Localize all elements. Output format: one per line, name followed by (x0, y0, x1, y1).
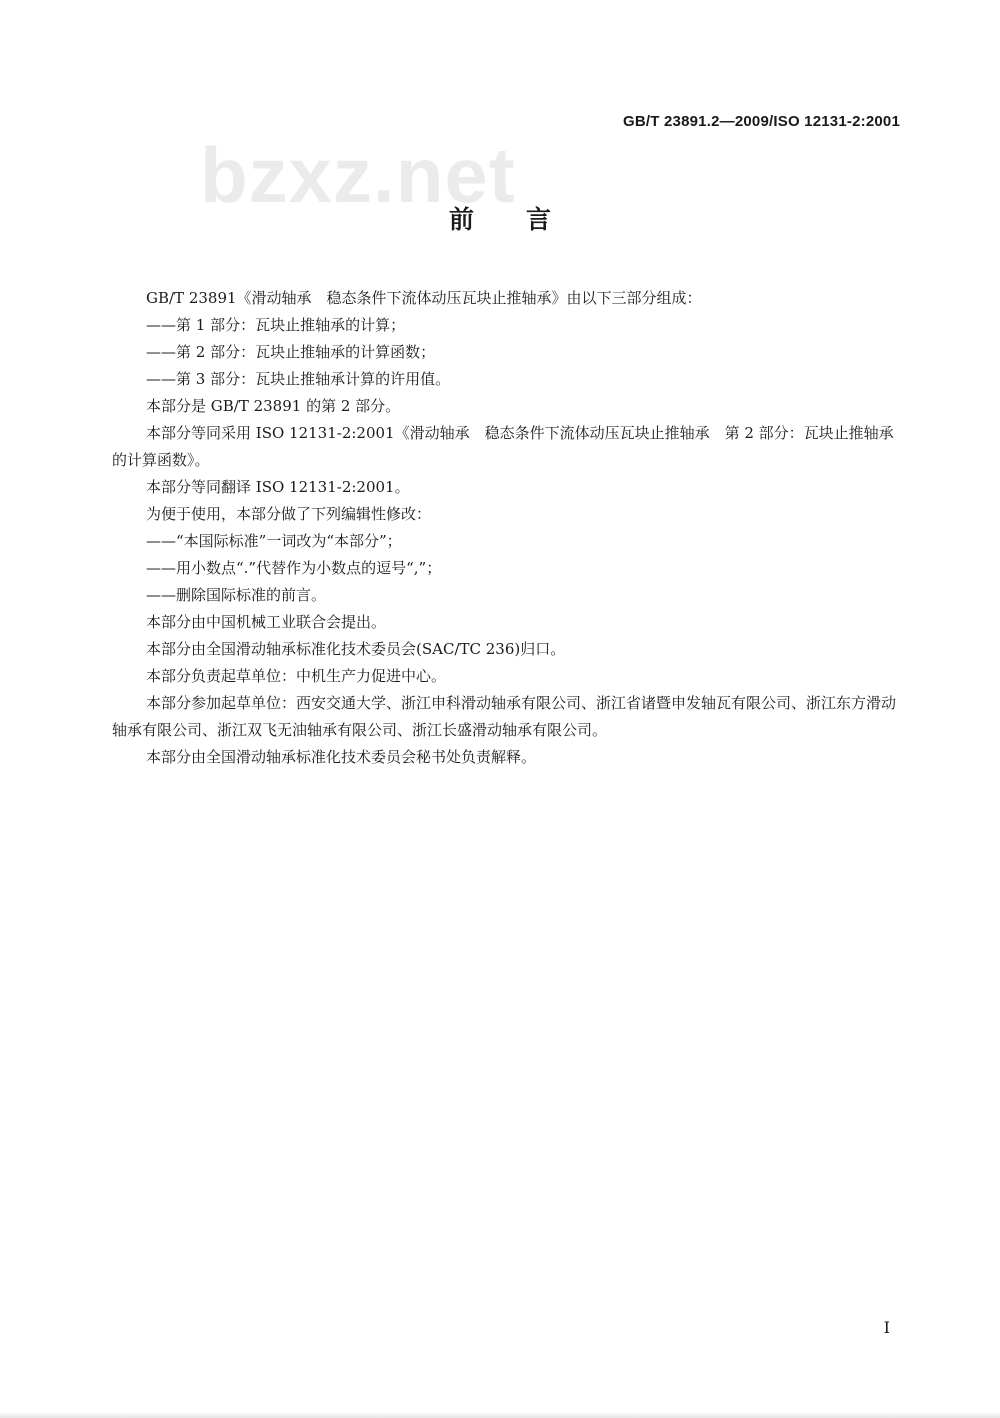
list-item-change-3: ——删除国际标准的前言。 (146, 586, 327, 604)
paragraph-interpretation: 本部分由全国滑动轴承标准化技术委员会秘书处负责解释。 (146, 748, 537, 766)
standard-code-header: GB/T 23891.2—2009/ISO 12131-2:2001 (623, 113, 900, 130)
list-item-part-3: ——第 3 部分：瓦块止推轴承计算的许用值。 (146, 370, 451, 388)
paragraph-drafting-unit: 本部分负责起草单位：中机生产力促进中心。 (146, 667, 447, 685)
paragraph-composition: GB/T 23891《滑动轴承 稳态条件下流体动压瓦块止推轴承》由以下三部分组成： (146, 289, 702, 307)
paragraph-proposed-by: 本部分由中国机械工业联合会提出。 (146, 613, 387, 631)
list-item-change-2: ——用小数点“.”代替作为小数点的逗号“,”； (146, 559, 442, 577)
page-bottom-edge (0, 1412, 1000, 1418)
list-item-part-2: ——第 2 部分：瓦块止推轴承的计算函数； (146, 343, 436, 361)
paragraph-adoption: 本部分等同采用 ISO 12131-2:2001《滑动轴承 稳态条件下流体动压瓦块止推轴承 第 2 部分：瓦块止推轴承的计算函数》。 (112, 424, 894, 469)
watermark: bzxz.net (200, 131, 516, 219)
list-item-part-1: ——第 1 部分：瓦块止推轴承的计算； (146, 316, 406, 334)
foreword-body (112, 285, 904, 771)
paragraph-centralized-by: 本部分由全国滑动轴承标准化技术委员会(SAC/TC 236)归口。 (146, 640, 566, 658)
paragraph-editorial-changes: 为便于使用，本部分做了下列编辑性修改： (146, 505, 432, 523)
paragraph-participating-units: 本部分参加起草单位：西安交通大学、浙江申科滑动轴承有限公司、浙江省诸暨申发轴瓦有限公司、浙江东方滑动轴承有限公司、浙江双飞无油轴承有限公司、浙江长盛滑动轴承有限公司。 (112, 694, 897, 739)
paragraph-part-of: 本部分是 GB/T 23891 的第 2 部分。 (146, 397, 401, 415)
paragraph-translation: 本部分等同翻译 ISO 12131-2:2001。 (146, 478, 410, 496)
list-item-change-1: ——“本国际标准”一词改为“本部分”； (146, 532, 402, 550)
page-number: I (883, 1318, 890, 1337)
page-title: 前言 (448, 205, 603, 234)
